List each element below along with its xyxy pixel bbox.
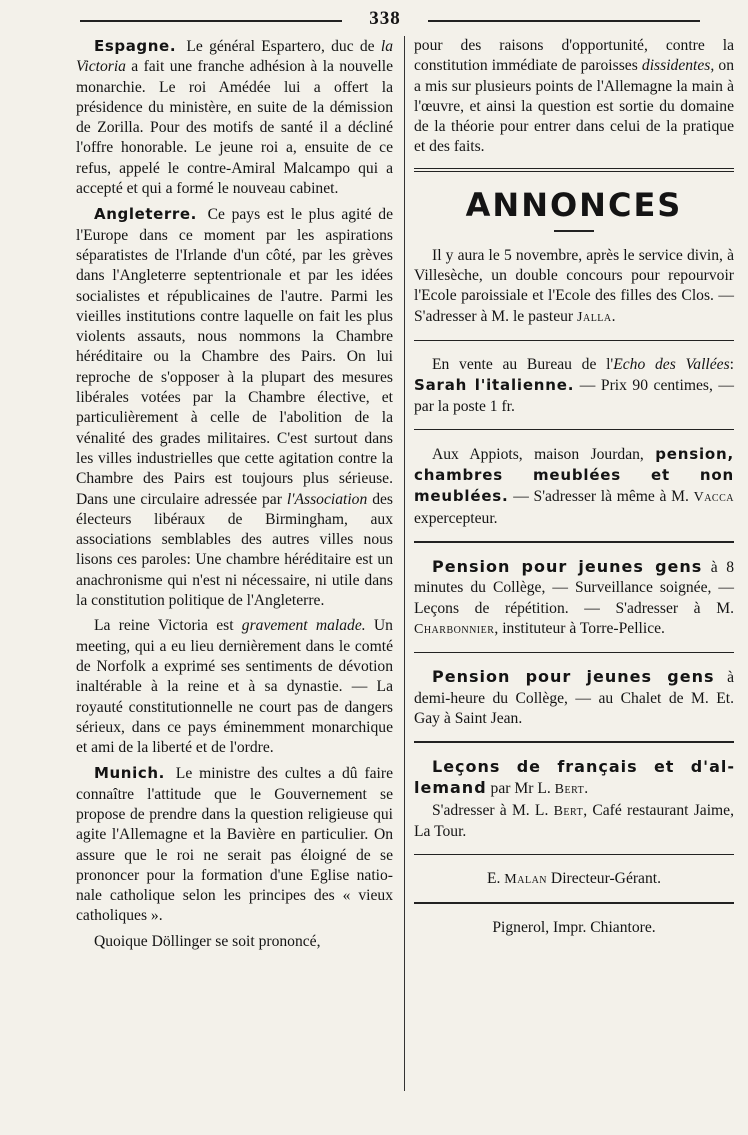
ad-small-caps: Charbonnier — [414, 621, 495, 637]
ad-text: — S'adresser là même à M. — [508, 488, 694, 506]
ad-concours — [414, 246, 734, 328]
article-munich — [76, 763, 393, 926]
right-column — [414, 36, 734, 938]
ad-lecons — [414, 757, 734, 801]
ad-rule — [414, 541, 734, 543]
page-header — [80, 6, 700, 34]
article-dollinger — [76, 932, 393, 952]
ad-italic: Echo des Vallées — [613, 355, 730, 373]
ad-text: à 8 minutes du Collège, — Surveillance soignée, — Leçons de répétition. — S'adresser à M. — [414, 559, 734, 617]
editor-text: E. — [486, 870, 505, 888]
ad-rule — [414, 429, 734, 430]
ad-text: à demi-heure du Collège, — au Chalet de M. Et. Gay à Saint Jean. — [414, 669, 734, 727]
section-double-rule — [414, 168, 734, 172]
article-text: pour des raisons d'opportunité, contre la constitution immédiate de paroisses — [414, 37, 734, 75]
ad-text: . — [584, 780, 589, 798]
ad-text: . — [611, 307, 616, 325]
annonces-title: ANNONCES — [465, 185, 683, 224]
article-italic: dissidentes, — [641, 57, 715, 75]
article-italic: l'Association — [286, 490, 368, 508]
article-text: a fait une franche adhésion à la nouvelle monarchie. Le roi Amédée lui a offert la présidence du ministère, en suite de la démission de Zorilla. Pour des motifs de santé il a décliné l'offre honorable. Le jeune roi a, ensuite de ce refus, appelé le contre-Amiral Malcampo qui a accepté et qui a formé le nouveau cabinet. — [76, 58, 393, 198]
ad-small-caps: Bert — [554, 782, 585, 798]
ad-text: : — [729, 355, 734, 373]
header-rule-right — [428, 20, 700, 22]
ad-text: , instituteur à Torre-Pellice. — [494, 619, 665, 637]
article-lead: Espagne. — [94, 37, 177, 55]
editor-name: Malan — [504, 872, 548, 888]
article-lead: Munich. — [94, 764, 165, 783]
ad-text: S'adresser à M. L. — [432, 801, 554, 819]
article-text: Un meeting, qui a eu lieu dernièrement dans le comté de Norfolk a exprimé ses sentiments de dévotion inaltérable à la reine et à sa dynastie. — La royauté constitutionnelle ne court pas de dangers sérieux, dans ce pays éminemment monarchique et ami de la liberté et de l'ordre. — [76, 617, 393, 757]
ad-rule — [414, 902, 734, 904]
editor-text: Directeur-Gérant. — [547, 870, 662, 888]
header-rule-left — [80, 20, 342, 22]
article-text: Le général Espartero, duc de — [180, 38, 381, 55]
article-espagne — [76, 36, 393, 199]
ad-appiots — [414, 444, 734, 529]
article-continuation — [414, 36, 734, 158]
ad-small-caps: Vacca — [693, 490, 734, 506]
ad-text: par Mr L. — [486, 780, 555, 798]
ad-heading: Pension pour jeunes gens — [432, 667, 715, 687]
column-divider — [404, 36, 405, 1091]
ad-text: En vente au Bureau de l' — [432, 355, 614, 373]
article-text: Quoique Döllinger se soit prononcé, — [94, 932, 321, 950]
ad-pension-chalet — [414, 667, 734, 729]
ad-bold: pension, chambres meublées et non meublées. — [414, 444, 734, 506]
article-text: La reine Victoria est — [94, 617, 242, 635]
ad-rule — [414, 854, 734, 855]
ad-text: — Prix 90 centimes, — par la poste 1 fr. — [414, 377, 734, 415]
ad-heading: Pension pour jeunes gens — [432, 557, 703, 577]
editor-line — [414, 869, 734, 890]
article-angleterre — [76, 204, 393, 611]
article-text: on a mis sur plusieurs points de l'Allemagne la main à l'œuvre, et ainsi la question est sortie du domaine de la théorie pour entrer dans celui de la pratique et des faits. — [414, 57, 735, 156]
ad-small-caps: Jalla — [577, 309, 612, 325]
article-italic: gravement malade. — [241, 617, 366, 635]
ad-text: Aux Appiots, maison Jourdan, — [432, 445, 656, 463]
title-dash — [554, 230, 594, 232]
article-lead: Angleterre. — [94, 205, 197, 224]
ad-lecons-address — [414, 801, 734, 843]
page-number: 338 — [369, 8, 401, 29]
ad-text: expercepteur. — [414, 509, 498, 527]
ad-rule — [414, 340, 734, 341]
ad-rule — [414, 652, 734, 653]
article-reine-victoria — [76, 616, 393, 758]
ad-rule — [414, 741, 734, 743]
ad-text: Il y aura le 5 novembre, après le service divin, à Villesèche, un double concours pour repourvoir l'Ecole paroissiale et l'Ecole des filles des Clos. — S'adresser à M. le pasteur — [414, 246, 734, 325]
ad-text: , Café restaurant Jaime, La Tour. — [414, 801, 734, 841]
ad-small-caps: Bert — [553, 803, 584, 819]
left-column — [76, 36, 393, 952]
article-text: Ce pays est le plus agité de l'Europe dans ce moment par les aspirations séparatistes de l'Irlande d'un côté, par les grèves dans l'Angleterre septentrionale et par les idées socialistes et républicaines de l'autre. Parmi les vieilles institutions contre laquelle on fait les plus violents assauts, nous nommons la Chambre héréditaire ou la Chambre des Pairs. On lui reproche de s'opposer à la plupart des mesures libérales votées par la Chambre élective, et particulièrement à celle de l'abolition de la vénalité des grades militaires. C'est surtout dans les villes industrielles que cette agitation contre la Chambre des Pairs est toujours plus sérieuse. Dans une circulaire adressée par — [76, 206, 393, 508]
ad-bold: Sarah l'italienne. — [414, 376, 575, 395]
ad-heading: Leçons de français et d'allemand — [414, 757, 734, 798]
ad-pension-college — [414, 557, 734, 640]
article-italic: la Victoria — [76, 38, 393, 76]
ad-sarah — [414, 355, 734, 417]
article-text: des électeurs libéraux de Birmingham, aux associations semblables des autres villes nous lisons ces paroles: Une chambre héréditaire est un anachronisme qui n'est ni nécessaire, ni utile dans la constitution politique de l'Angleterre. — [76, 490, 393, 610]
printer-line: Pignerol, Impr. Chiantore. — [492, 919, 656, 937]
article-text: Le ministre des cultes a dû faire connaître l'attitude que le Gouvernement se propose de prendre dans la question religieuse qui agite l'Allemagne et la Bavière en particulier. On assure que le roi ne serait pas éloigné de se prononcer pour la formation d'une Eglise nationale catholique selon les principes des « vieux catholiques ». — [76, 765, 393, 925]
